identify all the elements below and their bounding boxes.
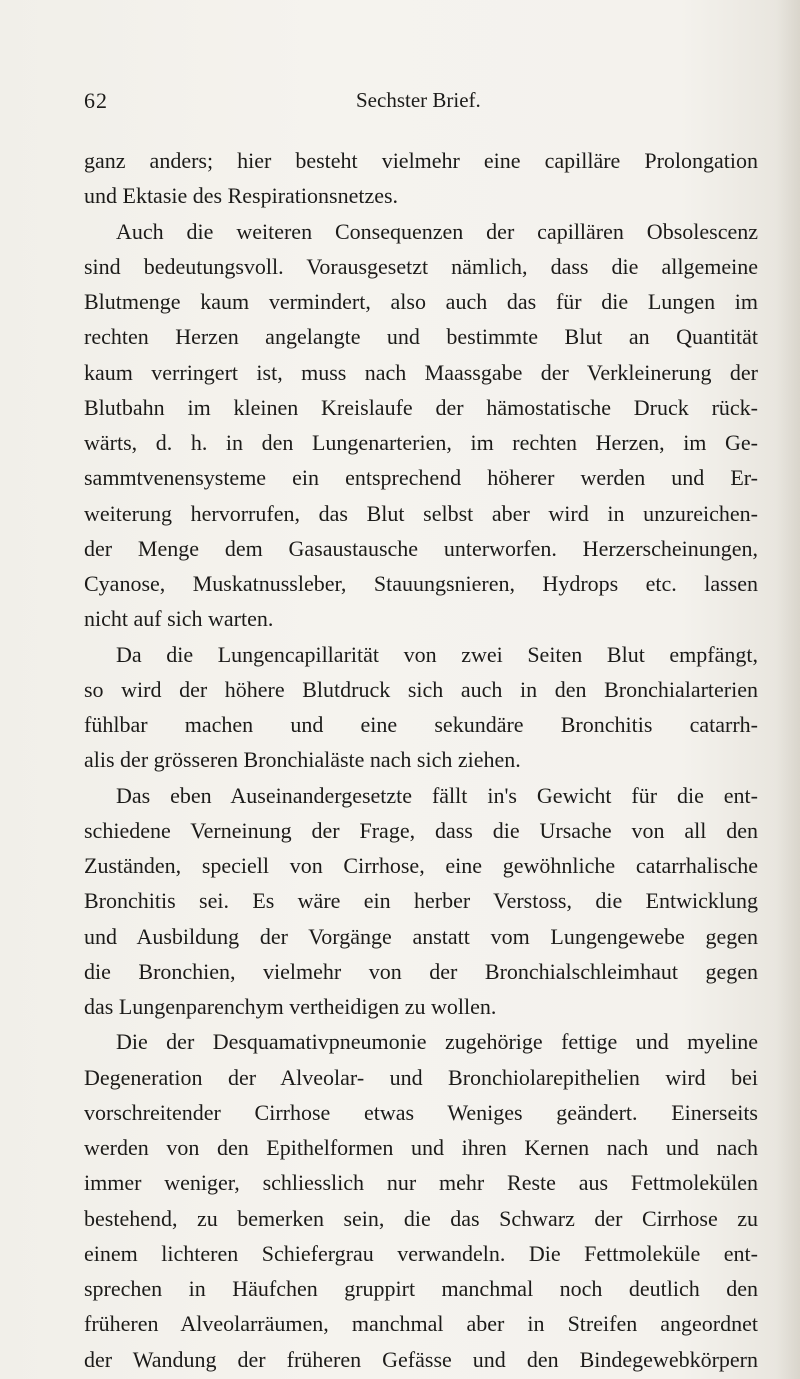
- text-line: schiedene Verneinung der Frage, dass die Ursache von all den: [84, 817, 758, 843]
- text-line: sammtvenensysteme ein entsprechend höherer werden und Er-: [84, 465, 758, 491]
- text-line: so wird der höhere Blutdruck sich auch in den Bronchialarterien: [84, 676, 758, 702]
- text-line: Das eben Auseinandergesetzte fällt in's Gewicht für die ent-: [116, 782, 758, 808]
- text-line: fühlbar machen und eine sekundäre Bronchitis catarrh-: [84, 712, 758, 737]
- text-line: wärts, d. h. in den Lungenarterien, im rechten Herzen, im Ge-: [84, 430, 758, 455]
- text-line: Cyanose, Muskatnussleber, Stauungsnieren, Hydrops etc. lassen: [84, 571, 758, 596]
- text-line: vorschreitender Cirrhose etwas Weniges geändert. Einerseits: [84, 1099, 758, 1125]
- text-line: Auch die weiteren Consequenzen der capillären Obsolescenz: [116, 218, 758, 244]
- text-line: früheren Alveolarräumen, manchmal aber in Streifen angeordnet: [84, 1311, 758, 1337]
- text-line: Degeneration der Alveolar- und Bronchiolarepithelien wird bei: [84, 1064, 758, 1090]
- text-line: Blutbahn im kleinen Kreislaufe der hämostatische Druck rück-: [84, 394, 758, 420]
- text-line: Bronchitis sei. Es wäre ein herber Verstoss, die Entwicklung: [84, 888, 758, 914]
- text-line: ganz anders; hier besteht vielmehr eine capilläre Prolongation: [84, 148, 758, 173]
- text-line: Zuständen, speciell von Cirrhose, eine gewöhnliche catarrhalische: [84, 853, 758, 878]
- text-line: Da die Lungencapillarität von zwei Seiten Blut empfängt,: [116, 641, 758, 667]
- text-line: Die der Desquamativpneumonie zugehörige fettige und myeline: [116, 1029, 758, 1055]
- text-line: der Wandung der früheren Gefässe und den Bindegewebkörpern: [84, 1346, 758, 1372]
- text-line: Blutmenge kaum vermindert, also auch das für die Lungen im: [84, 289, 758, 314]
- text-line: einem lichteren Schiefergrau verwandeln. Die Fettmoleküle ent-: [84, 1240, 758, 1266]
- text-line: alis der grösseren Bronchialäste nach sich ziehen.: [84, 747, 521, 773]
- text-line: sind bedeutungsvoll. Vorausgesetzt nämlich, dass die allgemeine: [84, 253, 758, 279]
- text-line: und Ausbildung der Vorgänge anstatt vom Lungengewebe gegen: [84, 923, 758, 949]
- body-text: [84, 143, 758, 1377]
- text-line: der Menge dem Gasaustausche unterworfen. Herzerscheinungen,: [84, 535, 758, 561]
- text-line: weiterung hervorrufen, das Blut selbst aber wird in unzureichen-: [84, 500, 758, 526]
- text-line: und Ektasie des Respirationsnetzes.: [84, 183, 399, 209]
- text-line: werden von den Epithelformen und ihren Kernen nach und nach: [84, 1135, 758, 1160]
- running-title: Sechster Brief.: [356, 88, 481, 112]
- text-line: sprechen in Häufchen gruppirt manchmal noch deutlich den: [84, 1276, 758, 1301]
- text-line: kaum verringert ist, muss nach Maassgabe der Verkleinerung der: [84, 359, 758, 385]
- text-line: nicht auf sich warten.: [84, 606, 274, 632]
- text-line: das Lungenparenchym vertheidigen zu wollen.: [84, 994, 497, 1019]
- text-line: rechten Herzen angelangte und bestimmte Blut an Quantität: [84, 324, 758, 350]
- page-header: [0, 88, 800, 124]
- text-line: bestehend, zu bemerken sein, die das Schwarz der Cirrhose zu: [84, 1205, 758, 1231]
- text-line: die Bronchien, vielmehr von der Bronchialschleimhaut gegen: [84, 958, 758, 984]
- text-line: immer weniger, schliesslich nur mehr Reste aus Fettmolekülen: [84, 1170, 758, 1196]
- page-number: 62: [84, 88, 108, 113]
